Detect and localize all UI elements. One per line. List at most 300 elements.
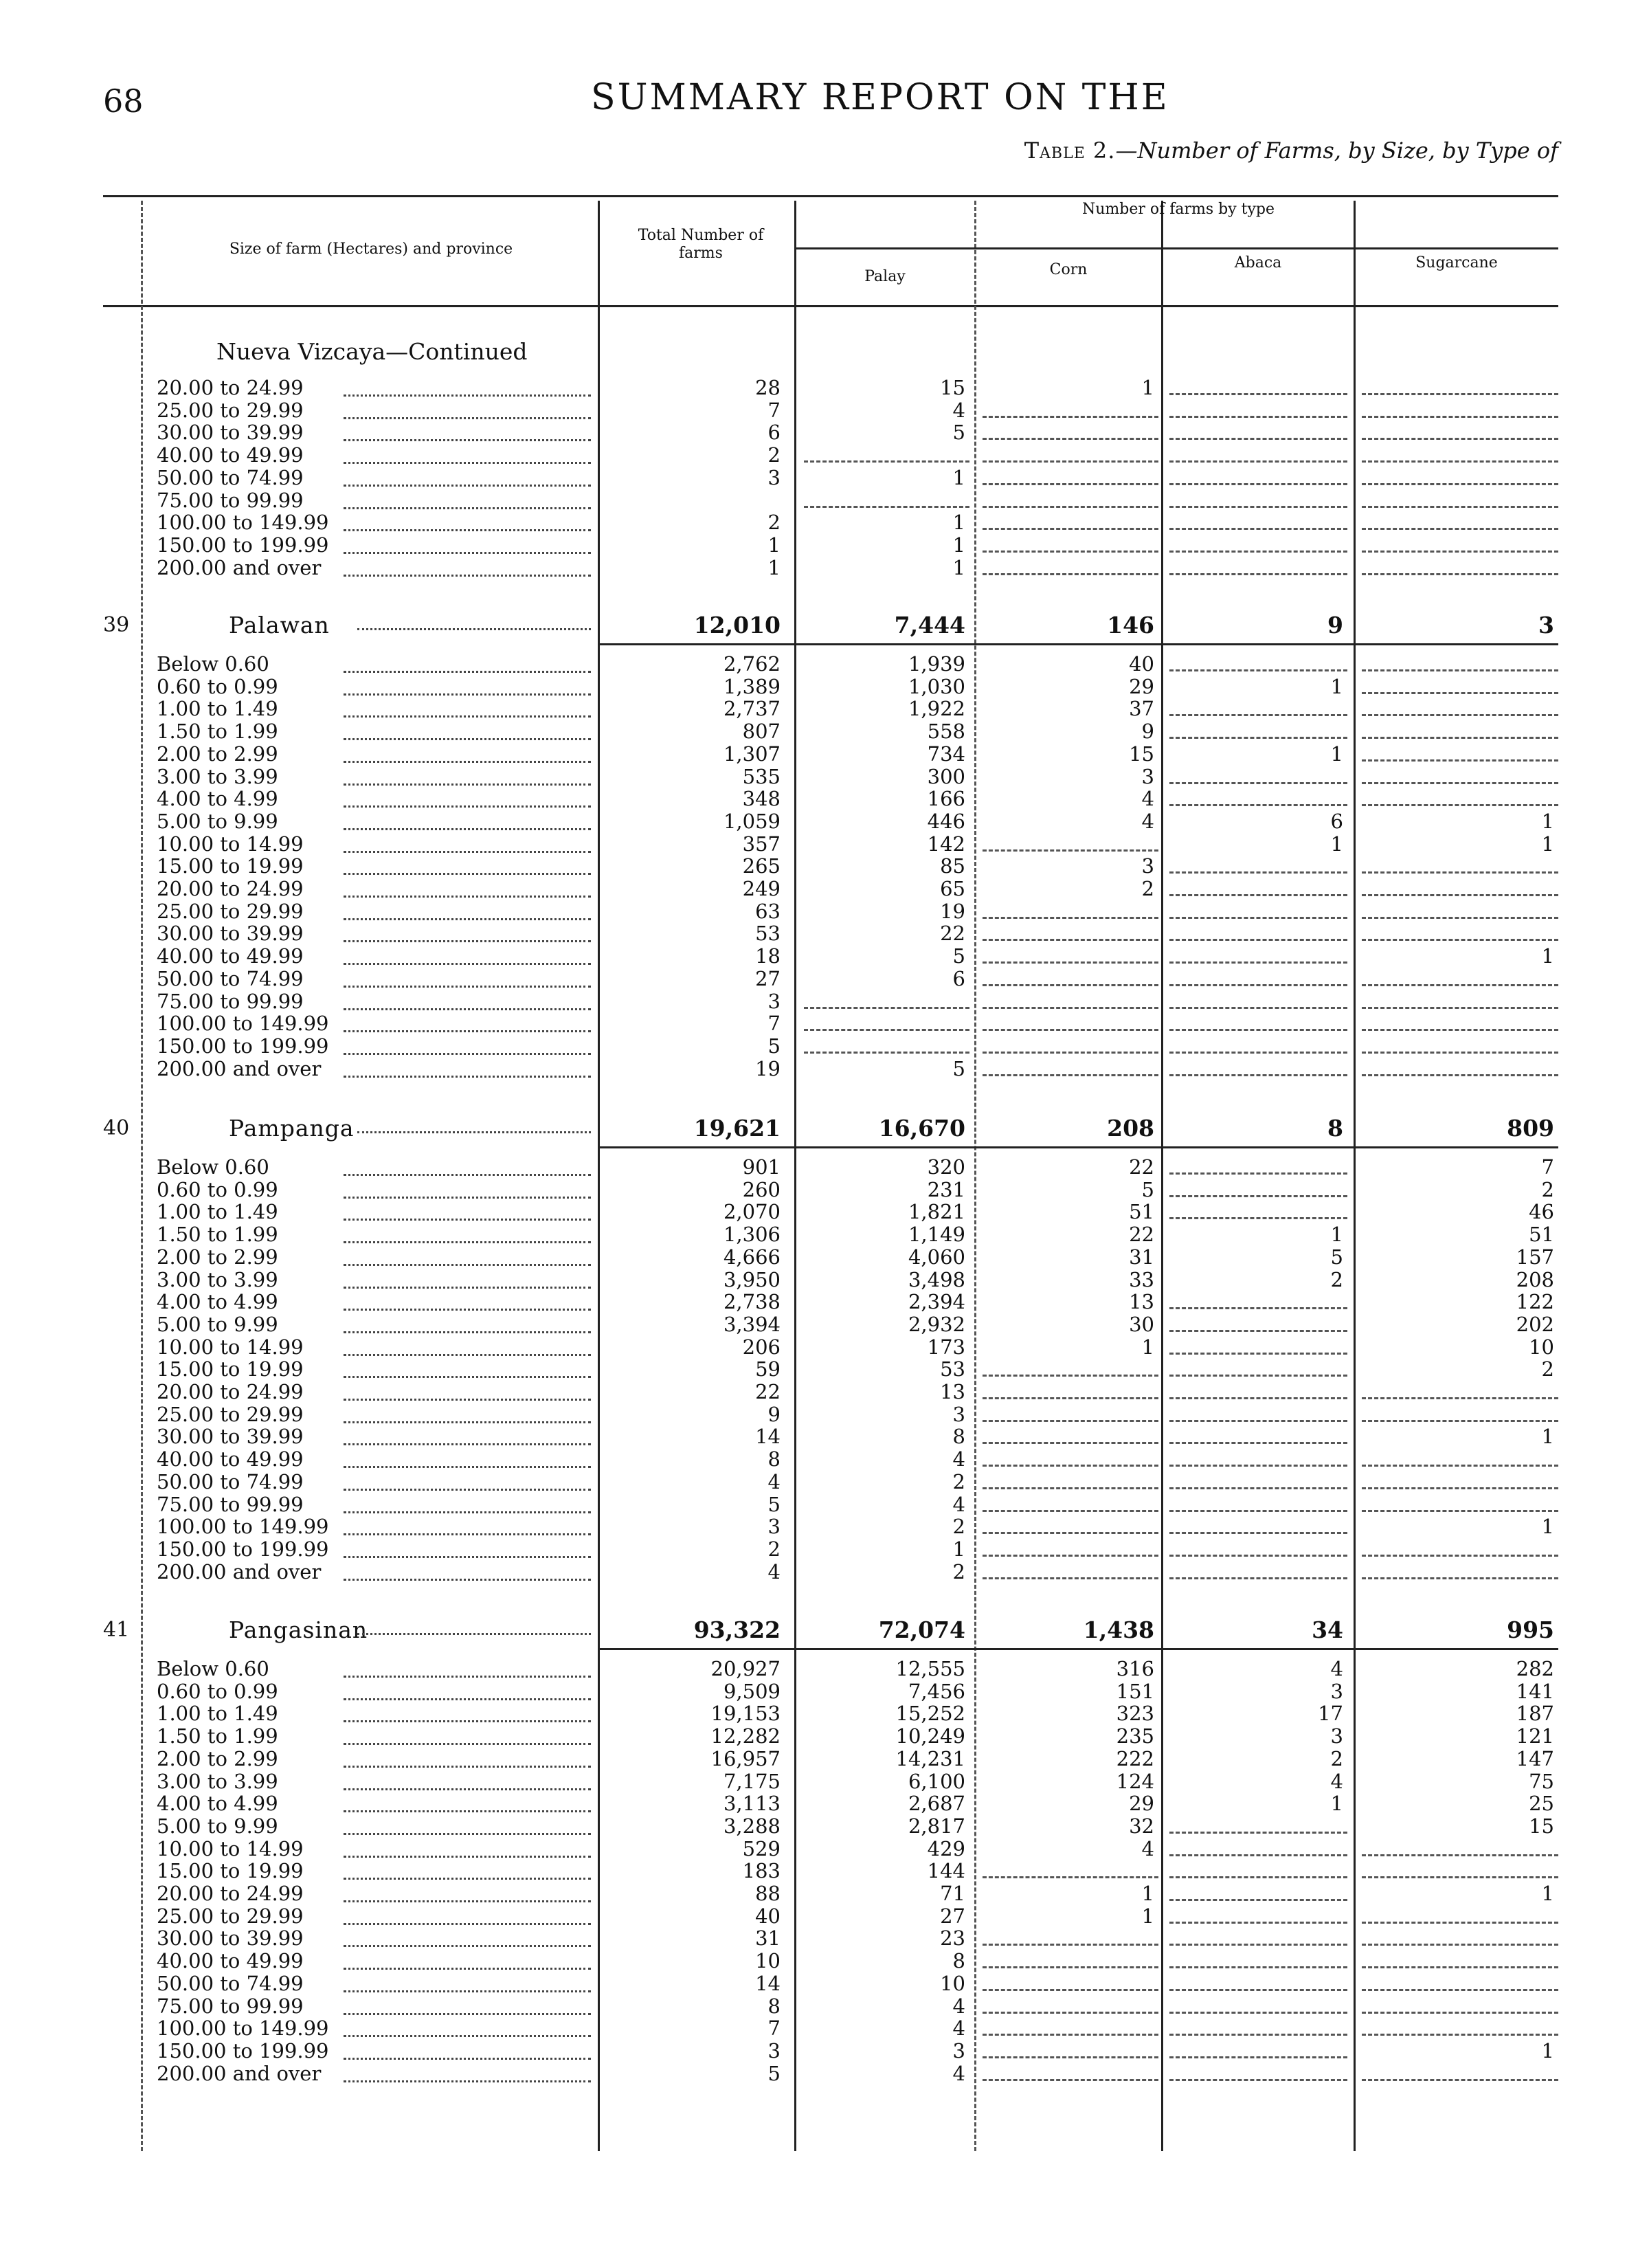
empty-cell-dashes bbox=[1169, 1577, 1347, 1579]
cell-total: 3 bbox=[767, 2038, 781, 2063]
size-class: 30.00 to 39.99 bbox=[157, 421, 304, 445]
size-class: 2.00 to 2.99 bbox=[157, 742, 278, 766]
cell-total: 40 bbox=[755, 1904, 781, 1928]
table-row bbox=[0, 1995, 1627, 2018]
cell-corn: 30 bbox=[1129, 1312, 1154, 1336]
table-row bbox=[0, 1425, 1627, 1448]
table-row bbox=[0, 1179, 1627, 1201]
cell-corn: 235 bbox=[1116, 1724, 1154, 1748]
size-class: 15.00 to 19.99 bbox=[157, 854, 304, 878]
size-class: 1.00 to 1.49 bbox=[157, 1200, 278, 1224]
header-bottom-rule bbox=[103, 305, 1558, 307]
empty-cell-dashes bbox=[1169, 2079, 1347, 2081]
size-class: 30.00 to 39.99 bbox=[157, 1425, 304, 1449]
size-class: 40.00 to 49.99 bbox=[157, 1949, 304, 1973]
empty-cell-dashes bbox=[1169, 528, 1347, 530]
empty-cell-dashes bbox=[1169, 1420, 1347, 1422]
size-class: 3.00 to 3.99 bbox=[157, 1769, 278, 1793]
leader-dots bbox=[344, 828, 591, 830]
empty-cell-dashes bbox=[1362, 1922, 1558, 1924]
table-row bbox=[0, 489, 1627, 512]
empty-cell-dashes bbox=[1169, 1555, 1347, 1557]
leader-dots bbox=[344, 1008, 591, 1010]
size-class: 50.00 to 74.99 bbox=[157, 465, 304, 489]
empty-cell-dashes bbox=[1169, 460, 1347, 463]
cell-total: 3 bbox=[767, 1515, 781, 1539]
cell-sugarcane: 147 bbox=[1516, 1746, 1554, 1770]
leader-dots bbox=[344, 1331, 591, 1333]
cell-palay: 1 bbox=[952, 555, 965, 579]
cell-palay: 1 bbox=[952, 465, 965, 489]
leader-dots bbox=[344, 1053, 591, 1055]
leader-dots bbox=[344, 671, 591, 673]
leader-dots bbox=[344, 693, 591, 696]
cell-palay: 8 bbox=[952, 1949, 965, 1973]
table-row bbox=[0, 1381, 1627, 1403]
cell-palay: 23 bbox=[940, 1926, 965, 1950]
empty-cell-dashes bbox=[1169, 1966, 1347, 1968]
table-row bbox=[0, 1058, 1627, 1080]
size-class: 2.00 to 2.99 bbox=[157, 1746, 278, 1770]
cell-abaca: 4 bbox=[1330, 1657, 1343, 1680]
cell-abaca: 2 bbox=[1330, 1746, 1343, 1770]
empty-cell-dashes bbox=[1362, 1487, 1558, 1489]
cell-palay: 300 bbox=[927, 764, 965, 788]
leader-dots bbox=[344, 805, 591, 808]
empty-cell-dashes bbox=[1169, 573, 1347, 575]
cell-corn: 151 bbox=[1116, 1679, 1154, 1703]
leader-dots bbox=[357, 628, 591, 630]
table-row bbox=[0, 1927, 1627, 1950]
size-class: 30.00 to 39.99 bbox=[157, 1926, 304, 1950]
cell-total: 28 bbox=[755, 376, 781, 399]
empty-cell-dashes bbox=[983, 984, 1158, 986]
empty-cell-dashes bbox=[983, 1074, 1158, 1076]
empty-cell-dashes bbox=[1169, 1442, 1347, 1444]
empty-cell-dashes bbox=[983, 961, 1158, 964]
province-number: 39 bbox=[103, 613, 130, 637]
cell-total: 3,113 bbox=[723, 1792, 781, 1816]
empty-cell-dashes bbox=[983, 438, 1158, 440]
table-row bbox=[0, 855, 1627, 878]
leader-dots bbox=[344, 462, 591, 464]
province-row bbox=[0, 1113, 1627, 1144]
cell-total: 9 bbox=[767, 1402, 781, 1426]
empty-cell-dashes bbox=[1169, 804, 1347, 806]
leader-dots bbox=[344, 507, 591, 509]
cell-abaca: 3 bbox=[1330, 1679, 1343, 1703]
leader-dots bbox=[344, 896, 591, 898]
cell-sugarcane: 122 bbox=[1516, 1290, 1554, 1314]
leader-dots bbox=[344, 1579, 591, 1581]
size-class: 25.00 to 29.99 bbox=[157, 1904, 304, 1928]
cell-total: 19 bbox=[755, 1056, 781, 1080]
cell-total: 7 bbox=[767, 398, 781, 422]
cell-sugarcane: 1 bbox=[1541, 1882, 1554, 1905]
leader-dots bbox=[344, 761, 591, 763]
cell-total: 16,957 bbox=[710, 1746, 781, 1770]
empty-cell-dashes bbox=[983, 939, 1158, 941]
empty-cell-dashes bbox=[1362, 1074, 1558, 1076]
cell-total: 357 bbox=[742, 832, 781, 856]
cell-total: 4 bbox=[767, 1559, 781, 1583]
cell-corn: 1 bbox=[1141, 1882, 1154, 1905]
empty-cell-dashes bbox=[1169, 737, 1347, 739]
cell-total: 1,306 bbox=[723, 1223, 781, 1247]
cell-corn: 1 bbox=[1141, 1335, 1154, 1359]
empty-cell-dashes bbox=[1169, 782, 1347, 784]
size-class: 150.00 to 199.99 bbox=[157, 533, 329, 557]
size-class: 100.00 to 149.99 bbox=[157, 1515, 329, 1539]
table-row bbox=[0, 1658, 1627, 1680]
empty-cell-dashes bbox=[983, 1397, 1158, 1399]
leader-dots bbox=[344, 783, 591, 786]
empty-cell-dashes bbox=[1362, 1555, 1558, 1557]
empty-cell-dashes bbox=[1169, 506, 1347, 508]
cell-palay: 320 bbox=[927, 1155, 965, 1179]
cell-palay: 1,922 bbox=[908, 697, 965, 721]
table-row bbox=[0, 1246, 1627, 1269]
cell-total: 1 bbox=[767, 555, 781, 579]
leader-dots bbox=[344, 1489, 591, 1491]
leader-dots bbox=[344, 394, 591, 397]
empty-cell-dashes bbox=[1362, 2034, 1558, 2036]
leader-dots bbox=[344, 1720, 591, 1722]
table-row bbox=[0, 1269, 1627, 1291]
size-class: 40.00 to 49.99 bbox=[157, 1447, 304, 1471]
leader-dots bbox=[344, 1421, 591, 1423]
cell-palay: 1,821 bbox=[908, 1200, 965, 1224]
leader-dots bbox=[344, 1399, 591, 1401]
cell-palay: 231 bbox=[927, 1177, 965, 1201]
leader-dots bbox=[344, 2058, 591, 2060]
cell-total: 3 bbox=[767, 989, 781, 1013]
cell-palay: 3 bbox=[952, 1402, 965, 1426]
table-row bbox=[0, 653, 1627, 676]
size-class: 100.00 to 149.99 bbox=[157, 2016, 329, 2041]
empty-cell-dashes bbox=[1362, 1510, 1558, 1512]
empty-cell-dashes bbox=[983, 1989, 1158, 1991]
table-row bbox=[0, 1291, 1627, 1313]
cell-palay: 166 bbox=[927, 787, 965, 811]
table-row bbox=[0, 1538, 1627, 1561]
cell-total: 1,389 bbox=[723, 674, 781, 698]
empty-cell-dashes bbox=[1169, 1007, 1347, 1009]
cell-total: 5 bbox=[767, 1034, 781, 1058]
leader-dots bbox=[344, 552, 591, 554]
cell-palay: 12,555 bbox=[895, 1657, 965, 1680]
empty-cell-dashes bbox=[1362, 1966, 1558, 1968]
table-caption bbox=[1024, 137, 1558, 164]
leader-dots bbox=[344, 2080, 591, 2082]
table-row bbox=[0, 1838, 1627, 1860]
cell-sugarcane: 1 bbox=[1541, 809, 1554, 833]
cell-sugarcane: 282 bbox=[1516, 1657, 1554, 1680]
size-class: 150.00 to 199.99 bbox=[157, 1537, 329, 1561]
empty-cell-dashes bbox=[1169, 1375, 1347, 1377]
leader-dots bbox=[344, 1968, 591, 1970]
cell-total: 88 bbox=[755, 1882, 781, 1905]
size-class: 0.60 to 0.99 bbox=[157, 674, 278, 698]
cell-corn: 3 bbox=[1141, 764, 1154, 788]
province-total-palay: 7,444 bbox=[894, 612, 965, 638]
table-row bbox=[0, 1313, 1627, 1336]
cell-sugarcane: 157 bbox=[1516, 1245, 1554, 1269]
cell-palay: 2,687 bbox=[908, 1792, 965, 1816]
table-row bbox=[0, 1403, 1627, 1426]
table-row bbox=[0, 1561, 1627, 1583]
empty-cell-dashes bbox=[1169, 1465, 1347, 1467]
cell-sugarcane: 121 bbox=[1516, 1724, 1554, 1748]
empty-cell-dashes bbox=[1169, 894, 1347, 896]
empty-cell-dashes bbox=[1362, 669, 1558, 671]
leader-dots bbox=[344, 1466, 591, 1468]
size-class: 20.00 to 24.99 bbox=[157, 1882, 304, 1905]
cell-palay: 3 bbox=[952, 2038, 965, 2063]
province-total-sugarcane: 995 bbox=[1507, 1616, 1554, 1643]
empty-cell-dashes bbox=[1169, 2012, 1347, 2014]
cell-palay: 6,100 bbox=[908, 1769, 965, 1793]
leader-dots bbox=[344, 1990, 591, 1992]
cell-sugarcane: 1 bbox=[1541, 1425, 1554, 1449]
empty-cell-dashes bbox=[1169, 961, 1347, 964]
size-class: 200.00 and over bbox=[157, 1056, 322, 1080]
table-row bbox=[0, 1815, 1627, 1838]
size-class: 10.00 to 14.99 bbox=[157, 1335, 304, 1359]
cell-palay: 15 bbox=[940, 376, 965, 399]
cell-corn: 4 bbox=[1141, 787, 1154, 811]
cell-palay: 4,060 bbox=[908, 1245, 965, 1269]
table-row bbox=[0, 900, 1627, 923]
empty-cell-dashes bbox=[983, 2012, 1158, 2014]
cell-corn: 3 bbox=[1141, 854, 1154, 878]
header-type-group: Number of farms by type bbox=[1081, 201, 1275, 218]
empty-cell-dashes bbox=[1169, 1074, 1347, 1076]
table-row bbox=[0, 444, 1627, 467]
empty-cell-dashes bbox=[1362, 393, 1558, 395]
size-class: 3.00 to 3.99 bbox=[157, 764, 278, 788]
cell-corn: 22 bbox=[1129, 1223, 1154, 1247]
cell-abaca: 4 bbox=[1330, 1769, 1343, 1793]
size-class: 4.00 to 4.99 bbox=[157, 787, 278, 811]
table-row bbox=[0, 1493, 1627, 1516]
cell-palay: 10 bbox=[940, 1971, 965, 1995]
province-name: Pampanga bbox=[229, 1115, 355, 1142]
cell-total: 3,394 bbox=[723, 1312, 781, 1336]
size-class: 4.00 to 4.99 bbox=[157, 1290, 278, 1314]
leader-dots bbox=[344, 963, 591, 965]
table-row bbox=[0, 1882, 1627, 1905]
cell-sugarcane: 46 bbox=[1529, 1200, 1554, 1224]
table-row bbox=[0, 557, 1627, 579]
leader-dots bbox=[344, 1197, 591, 1199]
cell-palay: 3,498 bbox=[908, 1267, 965, 1291]
cell-palay: 2,932 bbox=[908, 1312, 965, 1336]
cell-total: 19,153 bbox=[710, 1702, 781, 1726]
header-top-rule bbox=[103, 195, 1558, 197]
table-row bbox=[0, 1702, 1627, 1725]
leader-dots bbox=[344, 1174, 591, 1176]
cell-corn: 1 bbox=[1141, 1904, 1154, 1928]
empty-cell-dashes bbox=[1169, 393, 1347, 395]
cell-sugarcane: 1 bbox=[1541, 2038, 1554, 2063]
empty-cell-dashes bbox=[983, 1420, 1158, 1422]
size-class: 0.60 to 0.99 bbox=[157, 1679, 278, 1703]
empty-cell-dashes bbox=[1362, 1944, 1558, 1946]
size-class: 40.00 to 49.99 bbox=[157, 443, 304, 467]
header-sugarcane: Sugarcane bbox=[1415, 254, 1498, 271]
cell-total: 2,762 bbox=[723, 652, 781, 676]
size-class: 25.00 to 29.99 bbox=[157, 1402, 304, 1426]
empty-cell-dashes bbox=[804, 1007, 969, 1009]
empty-cell-dashes bbox=[1169, 1307, 1347, 1309]
empty-cell-dashes bbox=[1362, 551, 1558, 553]
size-class: 50.00 to 74.99 bbox=[157, 1469, 304, 1493]
header-size-of-farm: Size of farm (Hectares) and province bbox=[229, 241, 513, 258]
empty-cell-dashes bbox=[1362, 782, 1558, 784]
table-row bbox=[0, 377, 1627, 399]
cell-total: 260 bbox=[742, 1177, 781, 1201]
empty-cell-dashes bbox=[983, 1966, 1158, 1968]
table-row bbox=[0, 421, 1627, 444]
cell-total: 348 bbox=[742, 787, 781, 811]
cell-corn: 33 bbox=[1129, 1267, 1154, 1291]
empty-cell-dashes bbox=[983, 1052, 1158, 1054]
province-total-abaca: 34 bbox=[1312, 1616, 1343, 1643]
table-row bbox=[0, 1448, 1627, 1471]
leader-dots bbox=[344, 1076, 591, 1078]
empty-cell-dashes bbox=[1169, 1854, 1347, 1856]
province-row bbox=[0, 337, 1627, 367]
cell-palay: 173 bbox=[927, 1335, 965, 1359]
cell-sugarcane: 202 bbox=[1516, 1312, 1554, 1336]
empty-cell-dashes bbox=[1362, 984, 1558, 986]
table-row bbox=[0, 698, 1627, 720]
empty-cell-dashes bbox=[983, 1007, 1158, 1009]
leader-dots bbox=[344, 1923, 591, 1925]
size-class: Below 0.60 bbox=[157, 1155, 269, 1179]
leader-dots bbox=[344, 1376, 591, 1378]
empty-cell-dashes bbox=[983, 1442, 1158, 1444]
cell-palay: 2,394 bbox=[908, 1290, 965, 1314]
table-row bbox=[0, 788, 1627, 810]
cell-sugarcane: 7 bbox=[1541, 1155, 1554, 1179]
size-class: Below 0.60 bbox=[157, 652, 269, 676]
leader-dots bbox=[344, 1833, 591, 1835]
province-total-total: 19,621 bbox=[693, 1115, 781, 1142]
cell-palay: 4 bbox=[952, 1492, 965, 1516]
province-name: Nueva Vizcaya—Continued bbox=[216, 338, 528, 365]
leader-dots bbox=[344, 1810, 591, 1812]
table-row bbox=[0, 945, 1627, 968]
province-total-palay: 72,074 bbox=[878, 1616, 965, 1643]
empty-cell-dashes bbox=[983, 506, 1158, 508]
size-class: 150.00 to 199.99 bbox=[157, 2038, 329, 2063]
size-class: 10.00 to 14.99 bbox=[157, 1836, 304, 1860]
size-class: 5.00 to 9.99 bbox=[157, 809, 278, 833]
cell-corn: 1 bbox=[1141, 376, 1154, 399]
size-class: Below 0.60 bbox=[157, 1657, 269, 1680]
cell-total: 5 bbox=[767, 1492, 781, 1516]
size-class: 75.00 to 99.99 bbox=[157, 989, 304, 1013]
empty-cell-dashes bbox=[1169, 551, 1347, 553]
empty-cell-dashes bbox=[1169, 669, 1347, 671]
table-row bbox=[0, 1950, 1627, 1972]
empty-cell-dashes bbox=[1169, 871, 1347, 874]
empty-cell-dashes bbox=[1169, 1532, 1347, 1534]
size-class: 40.00 to 49.99 bbox=[157, 944, 304, 968]
empty-cell-dashes bbox=[1169, 1052, 1347, 1054]
empty-cell-dashes bbox=[1169, 939, 1347, 941]
table-row bbox=[0, 1860, 1627, 1882]
cell-total: 2 bbox=[767, 1537, 781, 1561]
empty-cell-dashes bbox=[1169, 714, 1347, 716]
header-corn: Corn bbox=[1049, 261, 1088, 278]
empty-cell-dashes bbox=[804, 506, 969, 508]
size-class: 25.00 to 29.99 bbox=[157, 398, 304, 422]
empty-cell-dashes bbox=[1362, 871, 1558, 874]
cell-abaca: 1 bbox=[1330, 1223, 1343, 1247]
empty-cell-dashes bbox=[1362, 1397, 1558, 1399]
cell-corn: 29 bbox=[1129, 1792, 1154, 1816]
leader-dots bbox=[344, 417, 591, 419]
empty-cell-dashes bbox=[1362, 1420, 1558, 1422]
cell-palay: 2 bbox=[952, 1515, 965, 1539]
empty-cell-dashes bbox=[804, 460, 969, 463]
empty-cell-dashes bbox=[804, 1052, 969, 1054]
empty-cell-dashes bbox=[1362, 460, 1558, 463]
table-row bbox=[0, 1012, 1627, 1035]
cell-palay: 5 bbox=[952, 1056, 965, 1080]
cell-total: 206 bbox=[742, 1335, 781, 1359]
cell-total: 2 bbox=[767, 443, 781, 467]
empty-cell-dashes bbox=[1169, 416, 1347, 418]
cell-sugarcane: 2 bbox=[1541, 1177, 1554, 1201]
cell-sugarcane: 208 bbox=[1516, 1267, 1554, 1291]
cell-abaca: 1 bbox=[1330, 742, 1343, 766]
cell-total: 1,059 bbox=[723, 809, 781, 833]
empty-cell-dashes bbox=[1362, 1577, 1558, 1579]
empty-cell-dashes bbox=[983, 416, 1158, 418]
table-row bbox=[0, 720, 1627, 743]
cell-total: 901 bbox=[742, 1155, 781, 1179]
leader-dots bbox=[344, 1945, 591, 1947]
cell-palay: 1 bbox=[952, 1537, 965, 1561]
cell-palay: 734 bbox=[927, 742, 965, 766]
cell-total: 7 bbox=[767, 1012, 781, 1036]
cell-sugarcane: 75 bbox=[1529, 1769, 1554, 1793]
empty-cell-dashes bbox=[1169, 1876, 1347, 1878]
header-total-farms: Total Number of farms bbox=[638, 227, 764, 262]
cell-palay: 6 bbox=[952, 966, 965, 990]
province-total-total: 93,322 bbox=[693, 1616, 781, 1643]
leader-dots bbox=[344, 1219, 591, 1221]
empty-cell-dashes bbox=[1362, 1029, 1558, 1031]
cell-corn: 323 bbox=[1116, 1702, 1154, 1726]
leader-dots bbox=[344, 2035, 591, 2037]
table-row bbox=[0, 2063, 1627, 2085]
cell-palay: 4 bbox=[952, 2016, 965, 2041]
province-total-corn: 146 bbox=[1107, 612, 1154, 638]
empty-cell-dashes bbox=[1362, 438, 1558, 440]
cell-total: 53 bbox=[755, 922, 781, 946]
cell-palay: 65 bbox=[940, 877, 965, 900]
table-row bbox=[0, 511, 1627, 534]
leader-dots bbox=[344, 940, 591, 942]
leader-dots bbox=[344, 986, 591, 988]
cell-sugarcane: 2 bbox=[1541, 1357, 1554, 1381]
empty-cell-dashes bbox=[983, 1555, 1158, 1557]
